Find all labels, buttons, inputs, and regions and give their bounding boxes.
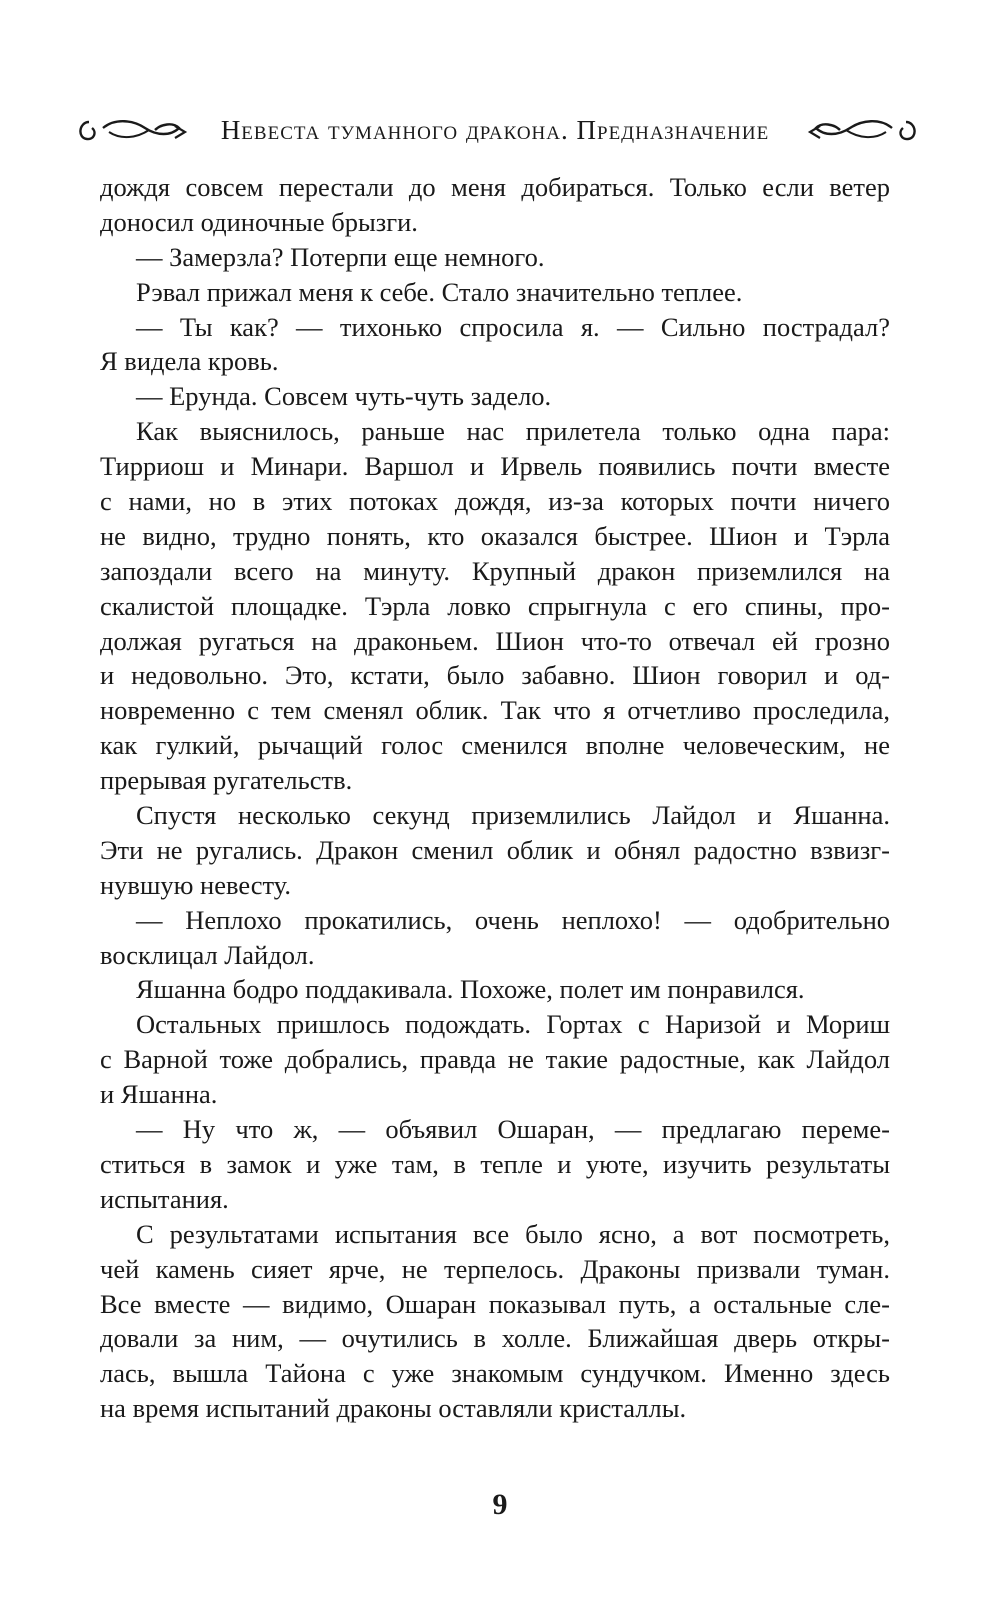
paragraph: [100, 1217, 890, 1426]
page-number: 9: [492, 1488, 508, 1521]
text-line: Как выяснилось, раньше нас прилетела только одна пара:: [136, 416, 890, 447]
text-line: довали за ним, — очутились в холле. Ближайшая дверь откры-: [100, 1323, 890, 1354]
text-line: — Ну что ж, — объявил Ошаран, — предлагаю переме-: [136, 1114, 890, 1145]
text-line: Тирриош и Минари. Варшол и Ирвель появились почти вместе: [100, 451, 890, 482]
text-line: Яшанна бодро поддакивала. Похоже, полет им понравился.: [136, 974, 805, 1005]
text-line: Эти не ругались. Дракон сменил облик и обнял радостно взвизг-: [100, 834, 890, 865]
text-line: С результатами испытания все было ясно, а вот посмотреть,: [136, 1218, 890, 1249]
text-line: скалистой площадке. Тэрла ловко спрыгнула с его спины, про-: [100, 590, 890, 621]
text-line: и Яшанна.: [100, 1079, 218, 1110]
text-line: — Замерзла? Потерпи еще немного.: [136, 241, 545, 272]
paragraph: [100, 275, 890, 310]
text-line: Рэвал прижал меня к себе. Стало значительно теплее.: [136, 276, 743, 307]
text-line: Остальных пришлось подождать. Гортах с Наризой и Мориш: [136, 1009, 890, 1040]
paragraph: [100, 1007, 890, 1112]
paragraph: [100, 972, 890, 1007]
text-line: лась, вышла Тайона с уже знакомым сундучком. Именно здесь: [100, 1358, 890, 1389]
text-line: Я видела кровь.: [100, 346, 279, 377]
paragraph: [100, 170, 890, 240]
scroll-flourish-icon: [75, 112, 195, 148]
body-text: [100, 170, 890, 1426]
text-line: — Ты как? — тихонько спросила я. — Сильно пострадал?: [136, 311, 890, 342]
text-line: чей камень сияет ярче, не терпелось. Драконы призвали туман.: [100, 1253, 890, 1284]
text-line: Спустя несколько секунд приземлились Лайдол и Яшанна.: [136, 800, 890, 831]
paragraph: [100, 240, 890, 275]
running-header: [0, 108, 1000, 152]
text-line: — Неплохо прокатились, очень неплохо! — одобрительно: [136, 904, 890, 935]
text-line: ститься в замок и уже там, в тепле и уюте, изучить результаты: [100, 1148, 890, 1179]
paragraph: [100, 1112, 890, 1217]
text-line: нувшую невесту.: [100, 869, 291, 900]
text-line: не видно, трудно понять, кто оказался быстрее. Шион и Тэрла: [100, 520, 890, 551]
text-line: дождя совсем перестали до меня добираться. Только если ветер: [100, 172, 890, 202]
text-line: восклицал Лайдол.: [100, 939, 315, 970]
paragraph: [100, 903, 890, 973]
paragraph: [100, 310, 890, 380]
text-line: испытания.: [100, 1183, 229, 1214]
text-line: с нами, но в этих потоках дождя, из-за которых почти ничего: [100, 486, 890, 517]
text-line: и недовольно. Это, кстати, было забавно. Шион говорил и од-: [100, 660, 890, 691]
text-line: новременно с тем сменял облик. Так что я отчетливо проследила,: [100, 695, 890, 726]
text-line: запоздали всего на минуту. Крупный дракон приземлился на: [100, 555, 890, 586]
paragraph: [100, 379, 890, 414]
text-line: с Варной тоже добрались, правда не такие радостные, как Лайдол: [100, 1044, 890, 1075]
text-line: должая ругаться на драконьем. Шион что-то отвечал ей грозно: [100, 625, 890, 656]
paragraph: [100, 414, 890, 798]
text-line: доносил одиночные брызги.: [100, 206, 418, 237]
paragraph: [100, 798, 890, 903]
scroll-flourish-icon: [800, 112, 920, 148]
text-line: как гулкий, рычащий голос сменился вполне человеческим, не: [100, 730, 890, 761]
text-line: — Ерунда. Совсем чуть-чуть задело.: [136, 381, 552, 412]
text-line: прерывая ругательств.: [100, 765, 353, 796]
text-line: на время испытаний драконы оставляли кристаллы.: [100, 1393, 687, 1424]
text-line: Все вместе — видимо, Ошаран показывал путь, а остальные сле-: [100, 1288, 890, 1319]
running-title: Невеста туманного дракона. Предназначение: [220, 115, 770, 145]
